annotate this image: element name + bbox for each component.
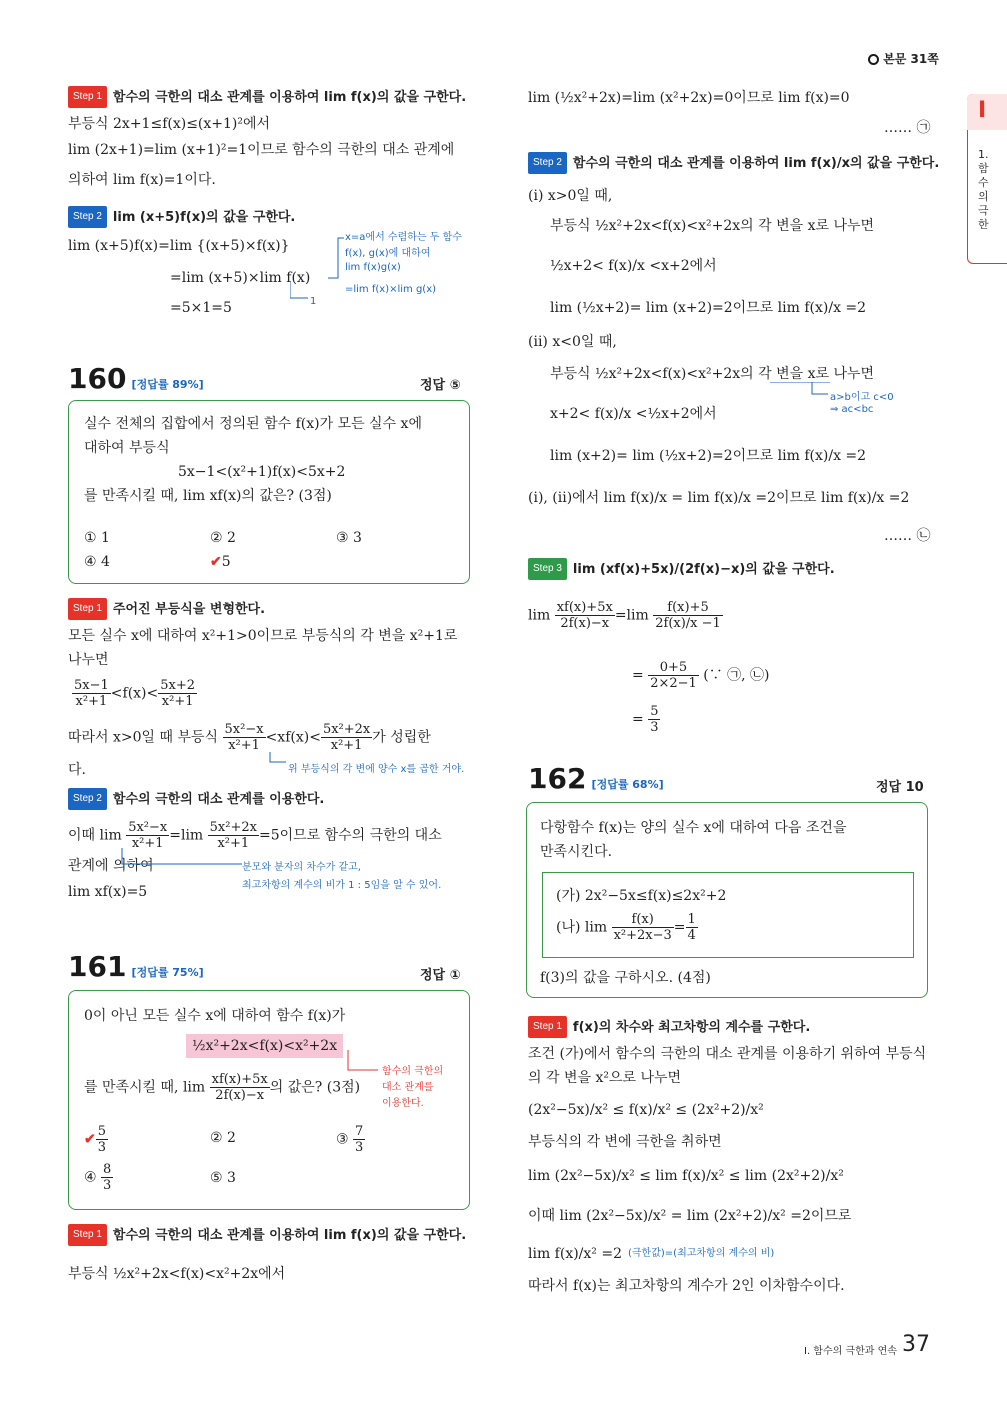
p160-note: 위 부등식의 각 변에 양수 x를 곱한 거야. <box>288 764 465 775</box>
circle-bullet-icon <box>868 54 879 65</box>
p160-solution: 나누면 <box>68 652 109 668</box>
p161-question: 를 만족시킬 때, lim $\frac{xf(x)+5x}{2f(x)-x}$ 의 값은? (3점) <box>84 1072 361 1103</box>
p161-highlighted-inequality: ½x²+2x<f(x)<x²+2x <box>186 1034 343 1058</box>
p162-solution: lim f(x)/x² =2 <box>528 1246 622 1262</box>
page-ref: 본문 31쪽 <box>868 50 939 67</box>
p159-note: lim f(x)g(x) <box>345 262 401 273</box>
p162-header: 162 [정답률 68%] <box>528 762 664 795</box>
check-mark-icon: ✔ <box>210 554 222 570</box>
p161-mark: …… ㉠ <box>884 120 931 136</box>
p160-question: 5x−1<(x²+1)f(x)<5x+2 <box>178 464 346 480</box>
p161-case: (ii) x<0일 때, <box>528 334 617 350</box>
page-number: 37 <box>902 1332 930 1357</box>
p161-case: lim (x+2)= lim (½x+2)=2이므로 lim f(x)/x =2 <box>550 448 867 464</box>
p162-question: 만족시킨다. <box>540 844 613 860</box>
p162-solution: 의 각 변을 x²으로 나누면 <box>528 1070 682 1086</box>
p161-final-result: = $\frac{5}{3}$ <box>632 704 659 735</box>
p161-final: = $\frac{0+5}{2\times 2-1}$ (∵ ㉠, ㉡) <box>632 660 770 691</box>
p161-note: 함수의 극한의 대소 관계를 이용한다. <box>382 1066 444 1109</box>
p161-choice[interactable]: ③ $\frac{7}{3}$ <box>336 1124 364 1155</box>
p162-step1: Step 1 f(x)의 차수와 최고차항의 계수를 구한다. <box>528 1016 810 1038</box>
p162-condition-b: (나) lim $\frac{f(x)}{\text{x²+2x−3}}$ = $\frac{1}{4}$ <box>556 912 696 943</box>
p161-header: 161 [정답률 75%] <box>68 950 204 983</box>
check-mark-icon: ✔ <box>84 1131 96 1148</box>
chapter-vertical-title: 1. 함수의 극한 <box>978 148 989 231</box>
p160-note: 분모와 분자의 차수가 같고, <box>242 862 361 873</box>
p160-question: 를 만족시킬 때, lim xf(x)의 값은? (3점) <box>84 488 332 504</box>
p160-note: 최고차항의 계수의 비가 1 : 5임을 알 수 있어. <box>242 880 442 891</box>
p160-inequality2: 따라서 x>0일 때 부등식 $\frac{\text{5x²−x}}{\text{x²+1}}$ <xf(x)< $\frac{\text{5x²+2x}}{\text{x²+1}}$ 가 성립한 <box>68 722 431 753</box>
p159-step2: Step 2 lim (x+5)f(x)의 값을 구한다. <box>68 206 295 228</box>
chapter-roman: I <box>978 98 987 123</box>
p159-equation: lim (x+5)f(x)=lim {(x+5)×f(x)} <box>68 238 290 254</box>
p160-inequality: $\frac{5x-1}{\text{x²+1}}$ <f(x)< $\frac{5x+2}{\text{x²+1}}$ <box>74 678 196 709</box>
p161-note: ⇒ ac<bc <box>830 404 874 415</box>
p162-question: 다항함수 f(x)는 양의 실수 x에 대하여 다음 조건을 <box>540 820 847 836</box>
p160-step2: Step 2 함수의 극한의 대소 관계를 이용한다. <box>68 788 324 810</box>
p161-note-arrow <box>346 1050 380 1074</box>
footer-chapter: I. 함수의 극한과 연속 <box>804 1346 897 1357</box>
p161-limit-result: lim (½x²+2x)=lim (x²+2x)=0이므로 lim f(x)=0 <box>528 90 850 106</box>
p161-case: ½x+2< f(x)/x <x+2에서 <box>550 258 717 274</box>
p161-step3: Step 3 lim (xf(x)+5x)/(2f(x)−x)의 값을 구한다. <box>528 558 835 580</box>
p159-note: =lim f(x)×lim g(x) <box>345 284 437 295</box>
p162-note: (극한값)=(최고차항의 계수의 비) <box>628 1248 775 1259</box>
p160-step1: Step 1 주어진 부등식을 변형한다. <box>68 598 265 620</box>
p162-solution: (2x²−5x)/x² ≤ f(x)/x² ≤ (2x²+2)/x² <box>528 1102 764 1118</box>
p161-case: 부등식 ½x²+2x<f(x)<x²+2x의 각 변을 x로 나누면 <box>550 366 875 382</box>
p162-condition-a: (가) 2x²−5x≤f(x)≤2x²+2 <box>556 888 727 904</box>
p161-step1: Step 1 함수의 극한의 대소 관계를 이용하여 lim f(x)의 값을 구한다. <box>68 1224 466 1246</box>
p161-choice[interactable]: ⑤ 3 <box>210 1170 236 1186</box>
p161-question: 0이 아닌 모든 실수 x에 대하여 함수 f(x)가 <box>84 1008 346 1024</box>
p161-note-arrow <box>770 382 830 398</box>
p161-case: x+2< f(x)/x <½x+2에서 <box>550 406 717 422</box>
p160-note-arrow2 <box>120 848 244 868</box>
p160-limit: 이때 lim $\frac{\text{5x²−x}}{\text{x²+1}}$ =lim $\frac{\text{5x²+2x}}{\text{x²+1}}$ =5이므로 함수의 극한의 대소 <box>68 820 442 851</box>
p159-note: x=a에서 수렴하는 두 함수 <box>345 232 462 243</box>
p159-line: 의하여 lim f(x)=1이다. <box>68 172 216 188</box>
p160-choice[interactable]: ④ 4 <box>84 554 110 570</box>
p160-choice[interactable]: ① 1 <box>84 530 110 546</box>
p160-solution: 다. <box>68 762 86 778</box>
p161-step2: Step 2 함수의 극한의 대소 관계를 이용하여 lim f(x)/x의 값을 구한다. <box>528 152 939 174</box>
p160-choice[interactable]: ③ 3 <box>336 530 362 546</box>
p160-question: 실수 전체의 집합에서 정의된 함수 f(x)가 모든 실수 x에 <box>84 416 422 432</box>
p160-answer: 정답 ⑤ <box>420 378 461 393</box>
p159-equation: =5×1=5 <box>170 300 232 316</box>
p159-note: 1 <box>310 296 317 307</box>
p161-solution: 부등식 ½x²+2x<f(x)<x²+2x에서 <box>68 1266 286 1282</box>
p160-choice[interactable]: ② 2 <box>210 530 236 546</box>
p160-question: 대하여 부등식 <box>84 440 170 456</box>
p160-header: 160 [정답률 89%] <box>68 362 204 395</box>
p159-line: lim (2x+1)=lim (x+1)²=1이므로 함수의 극한의 대소 관계에 <box>68 142 455 158</box>
p161-answer: 정답 ① <box>420 968 461 983</box>
p161-mark: …… ㉡ <box>884 528 931 544</box>
p159-note-arrows <box>290 234 346 304</box>
p160-note-arrow <box>268 752 288 768</box>
p161-case: 부등식 ½x²+2x<f(x)<x²+2x의 각 변을 x로 나누면 <box>550 218 875 234</box>
p160-choice-correct[interactable]: ✔5 <box>210 554 231 570</box>
p162-solution: lim (2x²−5x)/x² ≤ lim f(x)/x² ≤ lim (2x²+2)/x² <box>528 1168 844 1184</box>
chapter-tab-highlight <box>967 94 1007 130</box>
p161-choice[interactable]: ② 2 <box>210 1130 236 1146</box>
p161-case: (i) x>0일 때, <box>528 188 613 204</box>
p159-step1: Step 1 함수의 극한의 대소 관계를 이용하여 lim f(x)의 값을 구한다. <box>68 86 466 108</box>
p161-final: lim $\frac{xf(x)+5x}{2f(x)-x}$ =lim $\frac{f(x)+5}{2f(x)/x -1}$ <box>528 600 721 631</box>
p161-conclusion: (i), (ii)에서 lim f(x)/x = lim f(x)/x =2이므로 lim f(x)/x =2 <box>528 490 910 506</box>
p162-solution: 이때 lim (2x²−5x)/x² = lim (2x²+2)/x² =2이므로 <box>528 1208 852 1224</box>
p161-choice[interactable]: ④ $\frac{8}{3}$ <box>84 1162 112 1193</box>
p159-note: f(x), g(x)에 대하여 <box>345 248 431 259</box>
p162-question: f(3)의 값을 구하시오. (4점) <box>540 970 711 986</box>
p159-equation: =lim (x+5)×lim f(x) <box>170 270 311 286</box>
p160-solution: 모든 실수 x에 대하여 x²+1>0이므로 부등식의 각 변을 x²+1로 <box>68 628 458 644</box>
p160-result: lim xf(x)=5 <box>68 884 148 900</box>
p160-solution: 관계에 의하여 <box>68 858 154 874</box>
p162-conclusion: 따라서 f(x)는 최고차항의 계수가 2인 이차함수이다. <box>528 1278 845 1294</box>
p162-answer: 정답 10 <box>876 780 924 795</box>
p162-solution: 조건 (가)에서 함수의 극한의 대소 관계를 이용하기 위하여 부등식 <box>528 1046 927 1062</box>
p161-case: lim (½x+2)= lim (x+2)=2이므로 lim f(x)/x =2 <box>550 300 867 316</box>
p161-note: a>b이고 c<0 <box>830 392 894 403</box>
p159-line: 부등식 2x+1≤f(x)≤(x+1)²에서 <box>68 116 271 132</box>
p161-choice-correct[interactable]: ✔ $\frac{5}{3}$ <box>84 1124 107 1155</box>
p162-solution: 부등식의 각 변에 극한을 취하면 <box>528 1134 722 1150</box>
